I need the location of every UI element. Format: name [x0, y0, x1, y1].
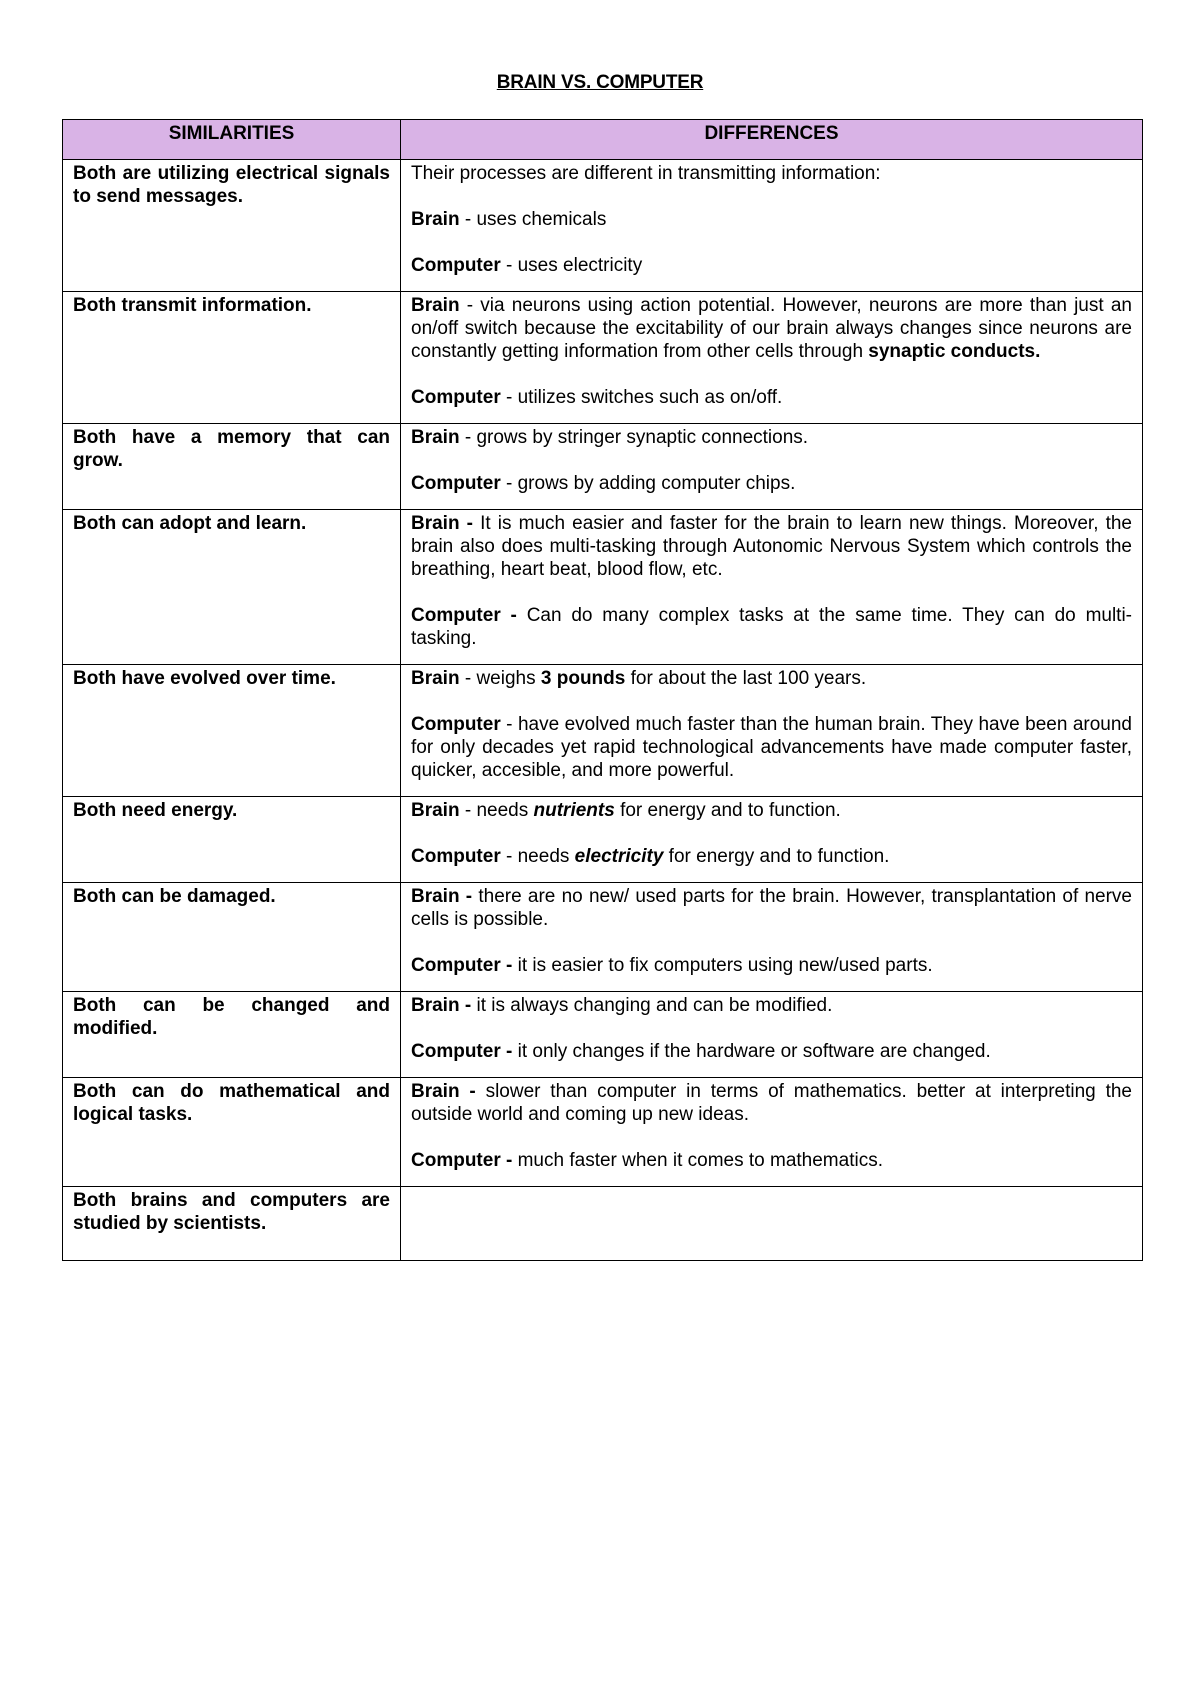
table-header-row [63, 120, 1143, 160]
brain-label: Brain - [411, 513, 474, 534]
brain-text: there are no new/ used parts for the brain. However, transplantation of nerve cells is possible. [411, 886, 1132, 930]
difference-cell [401, 510, 1143, 665]
computer-difference [411, 1149, 1132, 1172]
similarity-cell: Both are utilizing electrical signals to send messages. [63, 160, 401, 292]
brain-label: Brain [411, 209, 460, 230]
computer-label: Computer [411, 846, 501, 867]
brain-difference [411, 208, 1132, 231]
similarity-cell: Both have evolved over time. [63, 665, 401, 797]
similarity-cell: Both transmit information. [63, 292, 401, 424]
brain-label: Brain [411, 427, 460, 448]
brain-difference [411, 512, 1132, 581]
difference-cell [401, 883, 1143, 992]
computer-text: - uses electricity [500, 255, 643, 276]
computer-text: it is easier to fix computers using new/used parts. [512, 955, 933, 976]
difference-cell [401, 1078, 1143, 1187]
computer-difference [411, 713, 1132, 782]
brain-label: Brain [411, 295, 460, 316]
table-row [63, 292, 1143, 424]
brain-difference [411, 799, 1132, 822]
similarity-cell: Both need energy. [63, 797, 401, 883]
computer-label: Computer [411, 714, 501, 735]
brain-text: it is always changing and can be modified. [471, 995, 833, 1016]
brain-difference [411, 994, 1132, 1017]
document-title: BRAIN VS. COMPUTER [496, 72, 704, 93]
similarities-header: SIMILARITIES [63, 120, 401, 160]
computer-text: much faster when it comes to mathematics. [512, 1150, 883, 1171]
computer-label: Computer [411, 255, 501, 276]
computer-difference [411, 1040, 1132, 1063]
computer-text: Can do many complex tasks at the same time. They can do multi-tasking. [411, 605, 1133, 649]
brain-label: Brain - [411, 1081, 476, 1102]
difference-cell [401, 797, 1143, 883]
table-row [63, 883, 1143, 992]
table-row [63, 992, 1143, 1078]
similarity-cell: Both have a memory that can grow. [63, 424, 401, 510]
computer-label: Computer - [411, 605, 517, 626]
brain-text: - grows by stringer synaptic connections. [459, 427, 809, 448]
computer-label: Computer [411, 473, 501, 494]
computer-difference [411, 845, 1132, 868]
computer-text: it only changes if the hardware or software are changed. [512, 1041, 991, 1062]
brain-text: - uses chemicals [459, 209, 607, 230]
similarity-cell: Both can be changed and modified. [63, 992, 401, 1078]
table-row [63, 1187, 1143, 1261]
computer-text-end: for energy and to function. [663, 846, 890, 867]
computer-emphasis: electricity [574, 846, 664, 867]
difference-cell [401, 992, 1143, 1078]
computer-text: - grows by adding computer chips. [500, 473, 796, 494]
brain-text: It is much easier and faster for the brain to learn new things. Moreover, the brain also does multi-tasking through Autonomic Nervous System which controls the breathing, heart beat, blood flow, etc. [411, 513, 1132, 580]
brain-emphasis: nutrients [533, 800, 615, 821]
brain-text: - weighs [459, 668, 541, 689]
computer-text: - have evolved much faster than the human brain. They have been around for only decades yet rapid technological advancements have made computer faster, quicker, accesible, and more powerful. [411, 714, 1132, 781]
similarity-cell: Both can adopt and learn. [63, 510, 401, 665]
table-row [63, 665, 1143, 797]
difference-intro: Their processes are different in transmitting information: [411, 163, 881, 184]
computer-label: Computer - [411, 955, 513, 976]
brain-label: Brain [411, 668, 460, 689]
computer-difference [411, 254, 1132, 277]
difference-cell-empty [401, 1187, 1143, 1261]
brain-label: Brain - [411, 995, 472, 1016]
computer-text: - needs [500, 846, 575, 867]
brain-label: Brain [411, 800, 460, 821]
similarity-cell: Both can be damaged. [63, 883, 401, 992]
difference-cell [401, 292, 1143, 424]
difference-cell [401, 424, 1143, 510]
brain-difference [411, 294, 1132, 363]
computer-difference [411, 386, 1132, 409]
comparison-table [62, 119, 1143, 1261]
brain-bold-text: 3 pounds [540, 668, 626, 689]
brain-text-end: for energy and to function. [614, 800, 841, 821]
brain-difference [411, 1080, 1132, 1126]
brain-difference [411, 885, 1132, 931]
differences-header: DIFFERENCES [401, 120, 1143, 160]
computer-difference [411, 954, 1132, 977]
similarity-cell: Both brains and computers are studied by scientists. [63, 1187, 401, 1261]
brain-difference [411, 667, 1132, 690]
table-row [63, 797, 1143, 883]
table-row [63, 510, 1143, 665]
brain-text: - needs [459, 800, 534, 821]
brain-difference [411, 426, 1132, 449]
brain-text: slower than computer in terms of mathematics. better at interpreting the outside world and coming up new ideas. [411, 1081, 1132, 1125]
similarity-cell: Both can do mathematical and logical tasks. [63, 1078, 401, 1187]
brain-text: - via neurons using action potential. However, neurons are more than just an on/off switch because the excitability of our brain always changes since neurons are constantly getting information from other cells through [411, 295, 1132, 362]
computer-difference [411, 472, 1132, 495]
difference-cell [401, 160, 1143, 292]
brain-label: Brain - [411, 886, 473, 907]
brain-bold-text: synaptic conducts. [868, 341, 1041, 362]
table-row [63, 1078, 1143, 1187]
table-row [63, 424, 1143, 510]
computer-label: Computer - [411, 1041, 513, 1062]
difference-cell [401, 665, 1143, 797]
table-row [63, 160, 1143, 292]
computer-label: Computer - [411, 1150, 513, 1171]
computer-label: Computer [411, 387, 501, 408]
brain-text-end: for about the last 100 years. [625, 668, 867, 689]
computer-difference [411, 604, 1132, 650]
computer-text: - utilizes switches such as on/off. [500, 387, 783, 408]
